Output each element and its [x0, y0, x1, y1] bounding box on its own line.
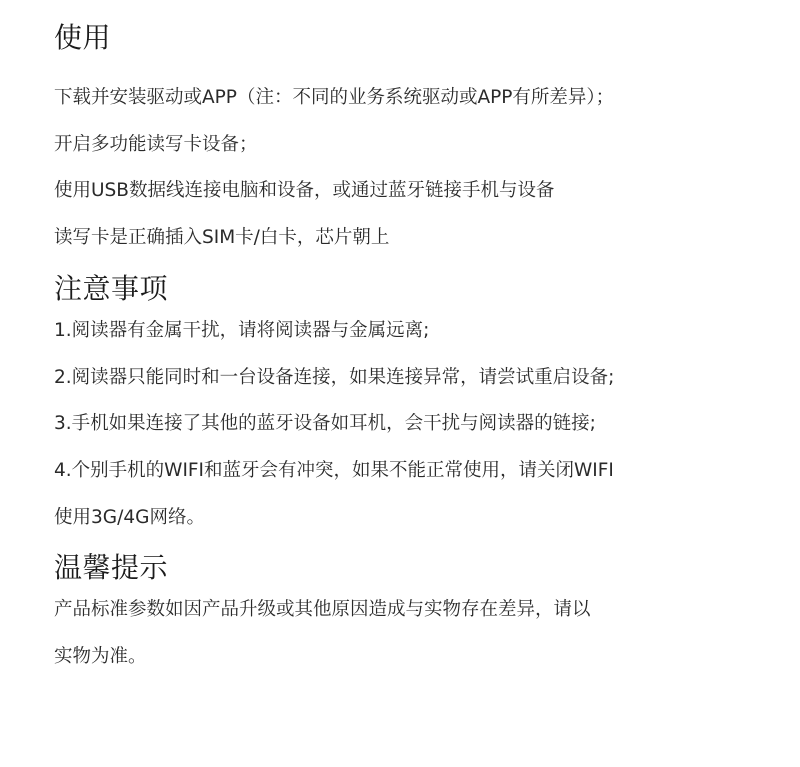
precautions-line-4: 4.个别手机的WIFI和蓝牙会有冲突，如果不能正常使用，请关闭WIFI [54, 460, 614, 481]
usage-line-4: 读写卡是正确插入SIM卡/白卡，芯片朝上 [54, 227, 390, 248]
section-title-usage: 使用 [54, 21, 112, 54]
precautions-line-5: 使用3G/4G网络。 [54, 507, 205, 528]
usage-line-3: 使用USB数据线连接电脑和设备，或通过蓝牙链接手机与设备 [54, 180, 555, 201]
section-title-precautions: 注意事项 [54, 272, 169, 305]
precautions-line-2: 2.阅读器只能同时和一台设备连接，如果连接异常，请尝试重启设备; [54, 367, 615, 388]
precautions-line-3: 3.手机如果连接了其他的蓝牙设备如耳机，会干扰与阅读器的链接; [54, 413, 596, 434]
tips-line-2: 实物为准。 [54, 646, 147, 667]
precautions-line-1: 1.阅读器有金属干扰，请将阅读器与金属远离; [54, 320, 430, 341]
tips-line-1: 产品标准参数如因产品升级或其他原因造成与实物存在差异，请以 [54, 599, 591, 620]
usage-line-2: 开启多功能读写卡设备； [54, 134, 258, 155]
section-title-tips: 温馨提示 [54, 551, 169, 584]
usage-line-1: 下载并安装驱动或APP（注：不同的业务系统驱动或APP有所差异）； [54, 87, 615, 108]
